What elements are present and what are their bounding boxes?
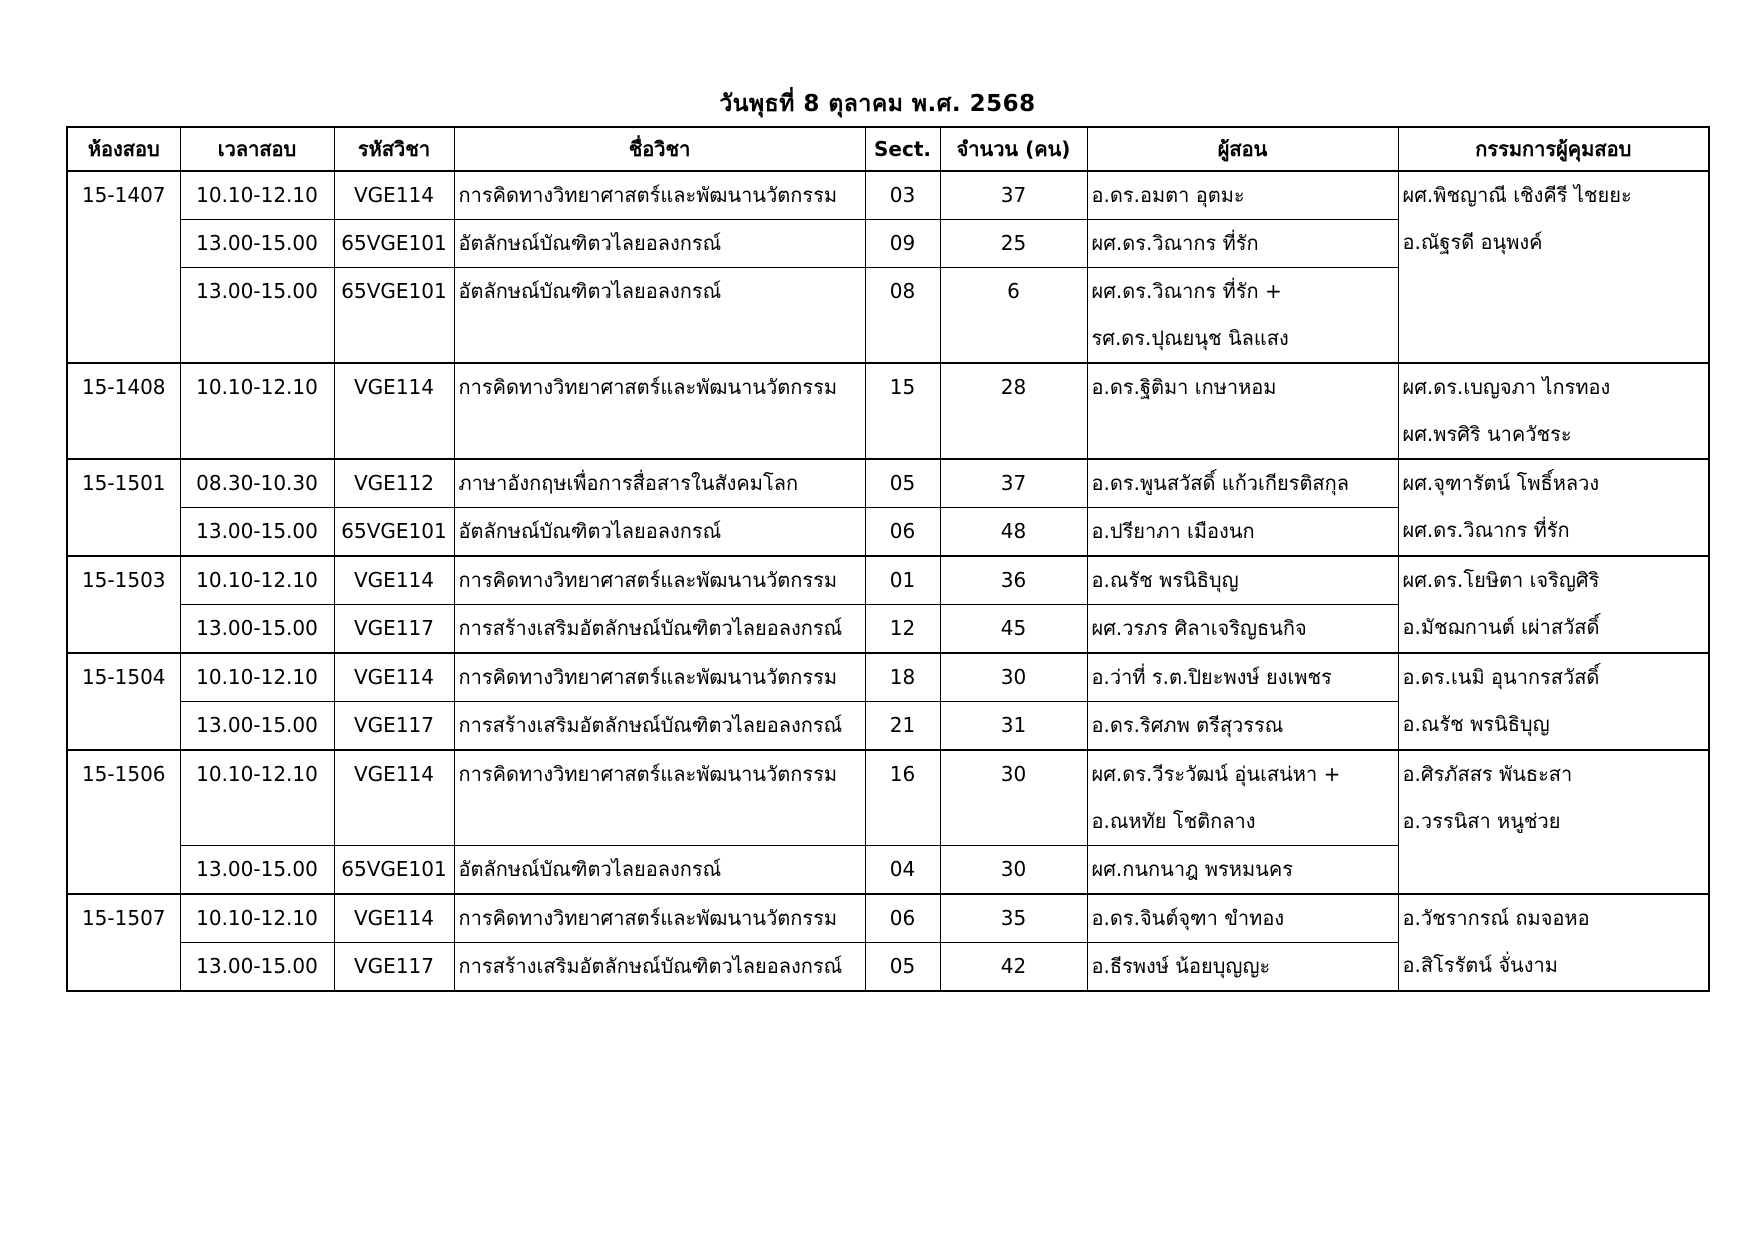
count-cell <box>940 459 1087 508</box>
subject-cell-text: การคิดทางวิทยาศาสตร์และพัฒนานวัตกรรม <box>458 568 838 592</box>
room-cell <box>67 750 180 894</box>
count-cell-text: 37 <box>1000 471 1027 495</box>
sect-cell <box>865 846 940 895</box>
code-cell <box>334 556 454 605</box>
header-row <box>67 127 1709 171</box>
proctor-name: ผศ.พรศิริ นาควัชระ <box>1402 422 1572 446</box>
proctor-cell <box>1398 556 1709 653</box>
count-cell-text: 48 <box>1000 519 1027 543</box>
count-cell <box>940 605 1087 654</box>
time-cell <box>180 508 334 557</box>
header-sect: Sect. <box>865 127 940 171</box>
time-cell-text: 13.00-15.00 <box>196 519 318 543</box>
count-cell <box>940 750 1087 846</box>
subject-cell <box>454 459 865 508</box>
sect-cell-text: 04 <box>889 857 916 881</box>
time-cell <box>180 894 334 943</box>
code-cell-text: VGE112 <box>354 471 434 495</box>
time-cell <box>180 556 334 605</box>
room-cell-text: 15-1506 <box>81 762 166 786</box>
teacher-cell <box>1087 556 1398 605</box>
teacher-cell-text: อ.ดร.จินต์จุฑา ขำทอง <box>1091 906 1285 930</box>
count-cell <box>940 894 1087 943</box>
teacher-cell-text: ผศ.ดร.วิณากร ที่รัก <box>1091 231 1259 255</box>
count-cell-text: 28 <box>1000 375 1027 399</box>
room-cell <box>67 556 180 653</box>
proctor-name: ผศ.จุฑารัตน์ โพธิ์หลวง <box>1402 471 1600 495</box>
room-cell <box>67 171 180 363</box>
code-cell-text: VGE114 <box>354 906 434 930</box>
time-cell <box>180 943 334 992</box>
subject-cell <box>454 702 865 751</box>
count-cell-text: 30 <box>1000 665 1027 689</box>
room-cell <box>67 363 180 459</box>
room-cell-text: 15-1501 <box>81 471 166 495</box>
room-cell-text: 15-1408 <box>81 375 166 399</box>
teacher-cell-text: ผศ.กนกนาฎ พรหมนคร <box>1091 857 1293 881</box>
proctor-cell <box>1398 459 1709 556</box>
room-cell-text: 15-1407 <box>81 183 166 207</box>
time-cell-text: 10.10-12.10 <box>196 568 318 592</box>
time-cell <box>180 171 334 220</box>
code-cell <box>334 605 454 654</box>
teacher-cell-text: อ.ณหทัย โชติกลาง <box>1091 809 1256 833</box>
count-cell-text: 45 <box>1000 616 1027 640</box>
proctor-name: อ.วัชรากรณ์ ถมจอหอ <box>1402 906 1590 930</box>
subject-cell-text: อัตลักษณ์บัณฑิตวไลยอลงกรณ์ <box>458 231 722 255</box>
sect-cell <box>865 459 940 508</box>
header-code: รหัสวิชา <box>334 127 454 171</box>
time-cell <box>180 653 334 702</box>
code-cell-text: VGE117 <box>354 713 434 737</box>
proctor-name: ผศ.ดร.เบญจภา ไกรทอง <box>1402 375 1611 399</box>
table-row <box>67 894 1709 943</box>
count-cell <box>940 702 1087 751</box>
time-cell <box>180 750 334 846</box>
time-cell-text: 10.10-12.10 <box>196 906 318 930</box>
subject-cell <box>454 846 865 895</box>
teacher-cell <box>1087 508 1398 557</box>
sect-cell <box>865 268 940 364</box>
code-cell-text: VGE114 <box>354 568 434 592</box>
sect-cell-text: 16 <box>889 762 916 786</box>
code-cell-text: 65VGE101 <box>341 857 447 881</box>
time-cell-text: 10.10-12.10 <box>196 762 318 786</box>
teacher-cell-text: อ.ดร.ฐิติมา เกษาหอม <box>1091 375 1277 399</box>
count-cell-text: 30 <box>1000 857 1027 881</box>
teacher-cell-text: อ.ดร.พูนสวัสดิ์ แก้วเกียรติสกุล <box>1091 471 1349 495</box>
teacher-cell <box>1087 846 1398 895</box>
page-title: วันพุธที่ 8 ตุลาคม พ.ศ. 2568 <box>719 91 1036 117</box>
time-cell <box>180 846 334 895</box>
time-cell <box>180 702 334 751</box>
sect-cell <box>865 605 940 654</box>
sect-cell-text: 15 <box>889 375 916 399</box>
teacher-cell <box>1087 268 1398 364</box>
room-cell <box>67 459 180 556</box>
count-cell <box>940 268 1087 364</box>
code-cell <box>334 894 454 943</box>
sect-cell-text: 21 <box>889 713 916 737</box>
count-cell <box>940 943 1087 992</box>
code-cell-text: VGE117 <box>354 616 434 640</box>
time-cell-text: 13.00-15.00 <box>196 857 318 881</box>
subject-cell <box>454 943 865 992</box>
sect-cell-text: 08 <box>889 279 916 303</box>
code-cell <box>334 653 454 702</box>
code-cell-text: VGE117 <box>354 954 434 978</box>
teacher-cell <box>1087 171 1398 220</box>
proctor-name: อ.ณัฐรดี อนุพงค์ <box>1402 230 1543 254</box>
teacher-cell <box>1087 220 1398 268</box>
count-cell-text: 6 <box>1007 279 1020 303</box>
sect-cell-text: 01 <box>889 568 916 592</box>
count-cell-text: 25 <box>1000 231 1027 255</box>
table-row <box>67 171 1709 220</box>
room-cell-text: 15-1503 <box>81 568 166 592</box>
proctor-cell <box>1398 363 1709 459</box>
time-cell-text: 13.00-15.00 <box>196 954 318 978</box>
time-cell-text: 13.00-15.00 <box>196 231 318 255</box>
count-cell <box>940 846 1087 895</box>
code-cell <box>334 943 454 992</box>
sect-cell <box>865 702 940 751</box>
teacher-cell-text: รศ.ดร.ปุณยนุช นิลแสง <box>1091 326 1289 350</box>
teacher-cell-text: อ.ณรัช พรนิธิบุญ <box>1091 568 1239 592</box>
proctor-cell <box>1398 171 1709 363</box>
code-cell <box>334 750 454 846</box>
code-cell <box>334 459 454 508</box>
table-body <box>67 171 1709 991</box>
subject-cell <box>454 605 865 654</box>
code-cell-text: VGE114 <box>354 375 434 399</box>
code-cell-text: 65VGE101 <box>341 279 447 303</box>
proctor-cell <box>1398 894 1709 991</box>
proctor-name: อ.ณรัช พรนิธิบุญ <box>1402 712 1550 736</box>
subject-cell-text: การคิดทางวิทยาศาสตร์และพัฒนานวัตกรรม <box>458 375 838 399</box>
count-cell <box>940 220 1087 268</box>
code-cell <box>334 268 454 364</box>
code-cell <box>334 846 454 895</box>
teacher-cell-text: อ.ดร.อมตา อุตมะ <box>1091 183 1245 207</box>
time-cell-text: 10.10-12.10 <box>196 665 318 689</box>
sect-cell <box>865 363 940 459</box>
code-cell <box>334 363 454 459</box>
teacher-cell <box>1087 894 1398 943</box>
room-cell-text: 15-1507 <box>81 906 166 930</box>
count-cell-text: 35 <box>1000 906 1027 930</box>
subject-cell-text: การสร้างเสริมอัตลักษณ์บัณฑิตวไลยอลงกรณ์ <box>458 616 843 640</box>
table-row <box>67 363 1709 459</box>
time-cell <box>180 605 334 654</box>
teacher-cell-text: อ.ดร.ริศภพ ตรีสุวรรณ <box>1091 713 1284 737</box>
time-cell-text: 10.10-12.10 <box>196 375 318 399</box>
sect-cell <box>865 894 940 943</box>
count-cell-text: 30 <box>1000 762 1027 786</box>
subject-cell <box>454 750 865 846</box>
subject-cell <box>454 220 865 268</box>
subject-cell-text: อัตลักษณ์บัณฑิตวไลยอลงกรณ์ <box>458 857 722 881</box>
sect-cell-text: 18 <box>889 665 916 689</box>
subject-cell-text: อัตลักษณ์บัณฑิตวไลยอลงกรณ์ <box>458 279 722 303</box>
header-proctor: กรรมการผู้คุมสอบ <box>1398 127 1709 171</box>
sect-cell-text: 05 <box>889 954 916 978</box>
subject-cell <box>454 894 865 943</box>
table-row <box>67 556 1709 605</box>
sect-cell-text: 05 <box>889 471 916 495</box>
subject-cell <box>454 556 865 605</box>
time-cell <box>180 268 334 364</box>
count-cell <box>940 363 1087 459</box>
subject-cell-text: การคิดทางวิทยาศาสตร์และพัฒนานวัตกรรม <box>458 762 838 786</box>
proctor-cell <box>1398 653 1709 750</box>
table-row <box>67 459 1709 508</box>
sect-cell <box>865 750 940 846</box>
subject-cell-text: ภาษาอังกฤษเพื่อการสื่อสารในสังคมโลก <box>458 471 799 495</box>
code-cell <box>334 220 454 268</box>
code-cell-text: VGE114 <box>354 183 434 207</box>
exam-schedule-table <box>66 126 1710 992</box>
sect-cell <box>865 943 940 992</box>
count-cell-text: 42 <box>1000 954 1027 978</box>
subject-cell <box>454 653 865 702</box>
subject-cell <box>454 171 865 220</box>
subject-cell <box>454 268 865 364</box>
teacher-cell-text: ผศ.ดร.วีระวัฒน์ อุ่นเสน่หา + <box>1091 762 1341 786</box>
teacher-cell-text: อ.ปรียาภา เมืองนก <box>1091 519 1255 543</box>
count-cell <box>940 171 1087 220</box>
subject-cell-text: อัตลักษณ์บัณฑิตวไลยอลงกรณ์ <box>458 519 722 543</box>
subject-cell-text: การสร้างเสริมอัตลักษณ์บัณฑิตวไลยอลงกรณ์ <box>458 954 843 978</box>
header-room: ห้องสอบ <box>67 127 180 171</box>
teacher-cell <box>1087 943 1398 992</box>
proctor-name: อ.มัชฌกานต์ เผ่าสวัสดิ์ <box>1402 615 1600 639</box>
proctor-name: อ.ศิรภัสสร พันธะสา <box>1402 762 1573 786</box>
room-cell <box>67 894 180 991</box>
code-cell <box>334 702 454 751</box>
room-cell-text: 15-1504 <box>81 665 166 689</box>
teacher-cell-text: ผศ.ดร.วิณากร ที่รัก + <box>1091 279 1282 303</box>
time-cell <box>180 220 334 268</box>
code-cell-text: 65VGE101 <box>341 231 447 255</box>
header-time: เวลาสอบ <box>180 127 334 171</box>
proctor-cell <box>1398 750 1709 894</box>
subject-cell-text: การสร้างเสริมอัตลักษณ์บัณฑิตวไลยอลงกรณ์ <box>458 713 843 737</box>
count-cell <box>940 653 1087 702</box>
proctor-name: ผศ.พิชญาณี เชิงคีรี ไชยยะ <box>1402 183 1632 207</box>
proctor-name: อ.วรรนิสา หนูช่วย <box>1402 809 1561 833</box>
code-cell-text: VGE114 <box>354 762 434 786</box>
subject-cell <box>454 363 865 459</box>
teacher-cell <box>1087 459 1398 508</box>
table-row <box>67 653 1709 702</box>
sect-cell-text: 03 <box>889 183 916 207</box>
teacher-cell-text: ผศ.วรภร ศิลาเจริญธนกิจ <box>1091 616 1307 640</box>
sect-cell-text: 12 <box>889 616 916 640</box>
subject-cell-text: การคิดทางวิทยาศาสตร์และพัฒนานวัตกรรม <box>458 906 838 930</box>
sect-cell-text: 06 <box>889 519 916 543</box>
count-cell <box>940 508 1087 557</box>
table-row <box>67 750 1709 846</box>
teacher-cell <box>1087 702 1398 751</box>
proctor-name: ผศ.ดร.โยษิตา เจริญศิริ <box>1402 568 1600 592</box>
teacher-cell <box>1087 605 1398 654</box>
subject-cell-text: การคิดทางวิทยาศาสตร์และพัฒนานวัตกรรม <box>458 183 838 207</box>
proctor-name: ผศ.ดร.วิณากร ที่รัก <box>1402 518 1570 542</box>
time-cell <box>180 363 334 459</box>
header-teacher: ผู้สอน <box>1087 127 1398 171</box>
header-subject: ชื่อวิชา <box>454 127 865 171</box>
subject-cell-text: การคิดทางวิทยาศาสตร์และพัฒนานวัตกรรม <box>458 665 838 689</box>
sect-cell <box>865 556 940 605</box>
time-cell-text: 13.00-15.00 <box>196 713 318 737</box>
teacher-cell <box>1087 363 1398 459</box>
count-cell-text: 36 <box>1000 568 1027 592</box>
teacher-cell-text: อ.ว่าที่ ร.ต.ปิยะพงษ์ ยงเพชร <box>1091 665 1332 689</box>
teacher-cell-text: อ.ธีรพงษ์ น้อยบุญญะ <box>1091 954 1271 978</box>
header-count: จำนวน (คน) <box>940 127 1087 171</box>
time-cell-text: 13.00-15.00 <box>196 279 318 303</box>
sect-cell-text: 06 <box>889 906 916 930</box>
time-cell-text: 13.00-15.00 <box>196 616 318 640</box>
code-cell <box>334 171 454 220</box>
time-cell-text: 08.30-10.30 <box>196 471 318 495</box>
teacher-cell <box>1087 653 1398 702</box>
proctor-name: อ.ดร.เนมิ อุนากรสวัสดิ์ <box>1402 665 1600 689</box>
teacher-cell <box>1087 750 1398 846</box>
sect-cell-text: 09 <box>889 231 916 255</box>
teacher-cell-text <box>1092 411 1398 458</box>
count-cell-text: 37 <box>1000 183 1027 207</box>
code-cell <box>334 508 454 557</box>
sect-cell <box>865 653 940 702</box>
sect-cell <box>865 508 940 557</box>
code-cell-text: VGE114 <box>354 665 434 689</box>
sect-cell <box>865 220 940 268</box>
proctor-name: อ.สิโรรัตน์ จั่นงาม <box>1402 953 1558 977</box>
time-cell <box>180 459 334 508</box>
code-cell-text: 65VGE101 <box>341 519 447 543</box>
count-cell <box>940 556 1087 605</box>
time-cell-text: 10.10-12.10 <box>196 183 318 207</box>
subject-cell <box>454 508 865 557</box>
room-cell <box>67 653 180 750</box>
sect-cell <box>865 171 940 220</box>
count-cell-text: 31 <box>1000 713 1027 737</box>
